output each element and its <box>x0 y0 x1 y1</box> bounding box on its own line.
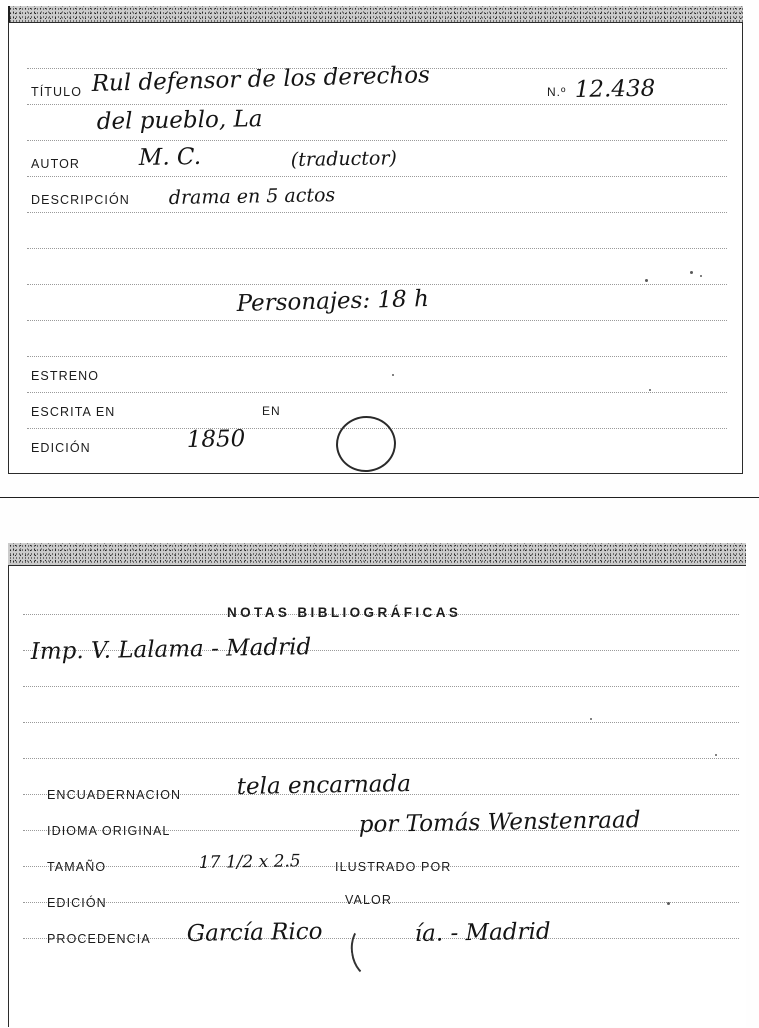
rule-line <box>27 104 727 105</box>
rule-line <box>23 686 739 687</box>
label-procedencia: PROCEDENCIA <box>47 932 151 946</box>
handwritten-idioma-original: por Tomás Wenstenraad <box>358 807 641 838</box>
label-tamano: TAMAÑO <box>47 860 107 874</box>
label-estreno: ESTRENO <box>31 369 100 383</box>
label-numero: N.º <box>547 85 567 99</box>
label-idioma-original: IDIOMA ORIGINAL <box>47 824 171 838</box>
scan-noise-band-bottom <box>8 543 746 567</box>
rule-line <box>27 212 727 213</box>
pencil-circle-mark <box>333 413 399 475</box>
scan-speck <box>667 902 670 905</box>
scan-speck <box>392 374 394 376</box>
label-titulo: TÍTULO <box>31 85 83 99</box>
label-autor: AUTOR <box>31 157 81 171</box>
handwritten-personajes: Personajes: 18 h <box>236 285 430 317</box>
scan-speck <box>700 275 702 277</box>
label-ilustrado-por: ILUSTRADO POR <box>335 860 452 874</box>
rule-line <box>27 248 727 249</box>
section-title-notas-bibliograficas: NOTAS BIBLIOGRÁFICAS <box>227 605 462 620</box>
rule-line <box>27 284 727 285</box>
rule-line <box>27 320 727 321</box>
top-catalog-card <box>8 22 743 474</box>
handwritten-procedencia-cont: ía. - Madrid <box>414 918 551 947</box>
handwritten-tamano: 17 1/2 x 2.5 <box>198 851 301 873</box>
label-encuadernacion: ENCUADERNACION <box>47 788 182 802</box>
rule-line <box>27 356 727 357</box>
handwritten-procedencia: García Rico <box>186 918 323 947</box>
handwritten-titulo-line1: Rul defensor de los derechos <box>91 62 431 97</box>
handwritten-titulo-line2: del pueblo, La <box>96 106 263 135</box>
scan-speck <box>590 718 592 720</box>
label-en: EN <box>262 404 281 418</box>
handwritten-numero: 12.438 <box>574 75 656 103</box>
rule-line <box>23 722 739 723</box>
handwritten-edicion-year: 1850 <box>186 425 246 453</box>
card-separator <box>0 497 759 498</box>
handwritten-descripcion: drama en 5 actos <box>168 184 336 209</box>
label-escrita-en: ESCRITA EN <box>31 405 116 419</box>
scan-speck <box>649 389 651 391</box>
handwritten-autor: M. C. <box>138 143 202 171</box>
rule-line <box>27 176 727 177</box>
label-edicion-bottom: EDICIÓN <box>47 896 107 910</box>
label-valor: VALOR <box>345 893 392 907</box>
handwritten-encuadernacion: tela encarnada <box>236 770 412 800</box>
rule-line <box>27 392 727 393</box>
rule-line <box>27 140 727 141</box>
scan-speck <box>715 754 717 756</box>
scan-speck <box>645 279 648 282</box>
scan-speck <box>690 271 693 274</box>
handwritten-imprenta: Imp. V. Lalama - Madrid <box>30 634 312 665</box>
label-descripcion: DESCRIPCIÓN <box>31 193 130 207</box>
label-edicion: EDICIÓN <box>31 441 91 455</box>
handwritten-autor-note: (traductor) <box>290 147 398 171</box>
rule-line <box>23 758 739 759</box>
